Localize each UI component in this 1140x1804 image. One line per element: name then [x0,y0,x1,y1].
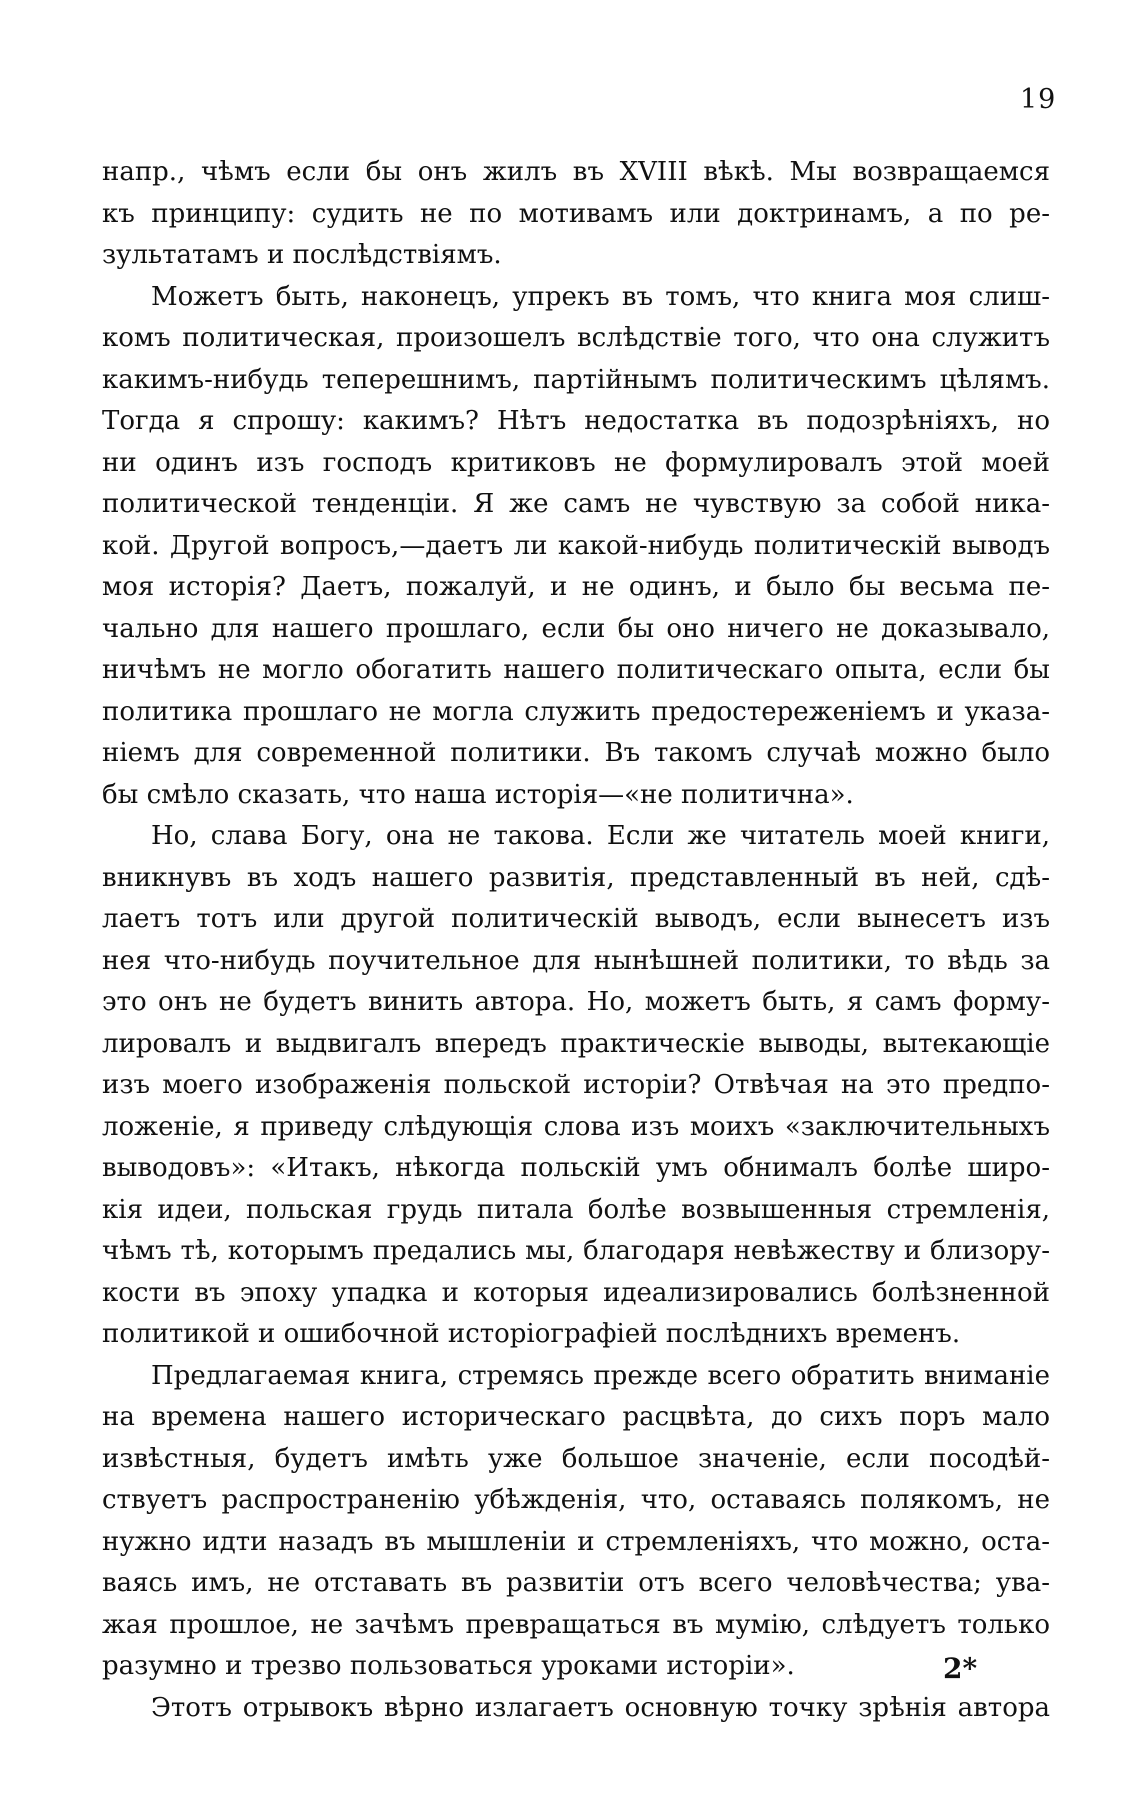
text-line: бы смѣло сказать, что наша исторія—«не политична». [102,779,854,810]
text-line: жая прошлое, не зачѣмъ превращаться въ мумію, слѣдуетъ только [102,1609,1050,1640]
text-line: изъ моего изображенія польской исторіи? Отвѣчая на это предпо- [102,1070,1050,1100]
page-number: 19 [1020,84,1057,115]
text-line: ложеніе, я приведу слѣдующія слова изъ моихъ «заключительныхъ [102,1111,1050,1142]
text-line: Можетъ быть, наконецъ, упрекъ въ томъ, что книга моя слиш- [151,281,1050,312]
signature-mark: 2* [943,1652,978,1685]
text-line: это онъ не будетъ винить автора. Но, можетъ быть, я самъ форму- [102,987,1050,1017]
text-line: лаетъ тотъ или другой политическій выводъ, если вынесетъ изъ [102,904,1050,934]
text-line: чально для нашего прошлаго, если бы оно ничего не доказывало, [102,613,1050,644]
text-line: политика прошлаго не могла служить предостереженіемъ и указа- [102,696,1050,727]
text-line: политикой и ошибочной исторіографіей послѣднихъ временъ. [102,1319,961,1349]
text-line: чѣмъ тѣ, которымъ предались мы, благодаря невѣжеству и близору- [102,1236,1050,1266]
text-line: зультатамъ и послѣдствіямъ. [102,240,502,270]
text-line: ничѣмъ не могло обогатить нашего политическаго опыта, если бы [102,655,1050,685]
text-line: политической тенденціи. Я же самъ не чувствую за собой ника- [102,489,1050,519]
text-line: кой. Другой вопросъ,—даетъ ли какой-нибудь политическій выводъ [102,530,1050,561]
text-line: напр., чѣмъ если бы онъ жилъ въ XVIII вѣкѣ. Мы возвращаемся [102,157,1050,187]
text-line: нужно идти назадъ въ мышленіи и стремленіяхъ, что можно, оста- [102,1526,1050,1557]
text-line: комъ политическая, произошелъ вслѣдствіе того, что она служитъ [102,323,1050,353]
body-text [102,152,1050,1729]
text-line: ніемъ для современной политики. Въ такомъ случаѣ можно было [102,738,1050,768]
text-line: лировалъ и выдвигалъ впередъ практическіе выводы, вытекающіе [102,1028,1050,1059]
text-line: къ принципу: судить не по мотивамъ или доктринамъ, а по ре- [102,198,1050,229]
text-line: Этотъ отрывокъ вѣрно излагаетъ основную точку зрѣнія автора [151,1692,1050,1723]
text-line: кости въ эпоху упадка и которыя идеализировались болѣзненной [102,1277,1050,1308]
text-line: разумно и трезво пользоваться уроками исторіи». [102,1651,795,1681]
text-line: Тогда я спрошу: какимъ? Нѣтъ недостатка въ подозрѣніяхъ, но [102,406,1050,436]
text-line: ствуетъ распространенію убѣжденія, что, оставаясь полякомъ, не [102,1485,1050,1515]
text-line: Предлагаемая книга, стремясь прежде всего обратить вниманіе [151,1360,1050,1391]
text-line: вникнувъ въ ходъ нашего развитія, представленный въ ней, сдѣ- [102,862,1050,893]
text-line: кія идеи, польская грудь питала болѣе возвышенныя стремленія, [102,1194,1050,1225]
text-line: извѣстныя, будетъ имѣть уже большое значеніе, если посодѣй- [102,1443,1050,1474]
text-line: ни одинъ изъ господъ критиковъ не формулировалъ этой моей [102,447,1050,478]
text-line: нея что-нибудь поучительное для нынѣшней политики, то вѣдь за [102,945,1050,976]
text-line: Но, слава Богу, она не такова. Если же читатель моей книги, [151,821,1050,851]
text-line: моя исторія? Даетъ, пожалуй, и не одинъ, и было бы весьма пе- [102,572,1050,602]
text-line: выводовъ»: «Итакъ, нѣкогда польскій умъ обнималъ болѣе широ- [102,1153,1050,1183]
text-line: ваясь имъ, не отставать въ развитіи отъ всего человѣчества; ува- [102,1568,1050,1598]
text-line: какимъ-нибудь теперешнимъ, партійнымъ политическимъ цѣлямъ. [102,364,1050,395]
text-line: на времена нашего историческаго расцвѣта, до сихъ поръ мало [102,1402,1050,1432]
